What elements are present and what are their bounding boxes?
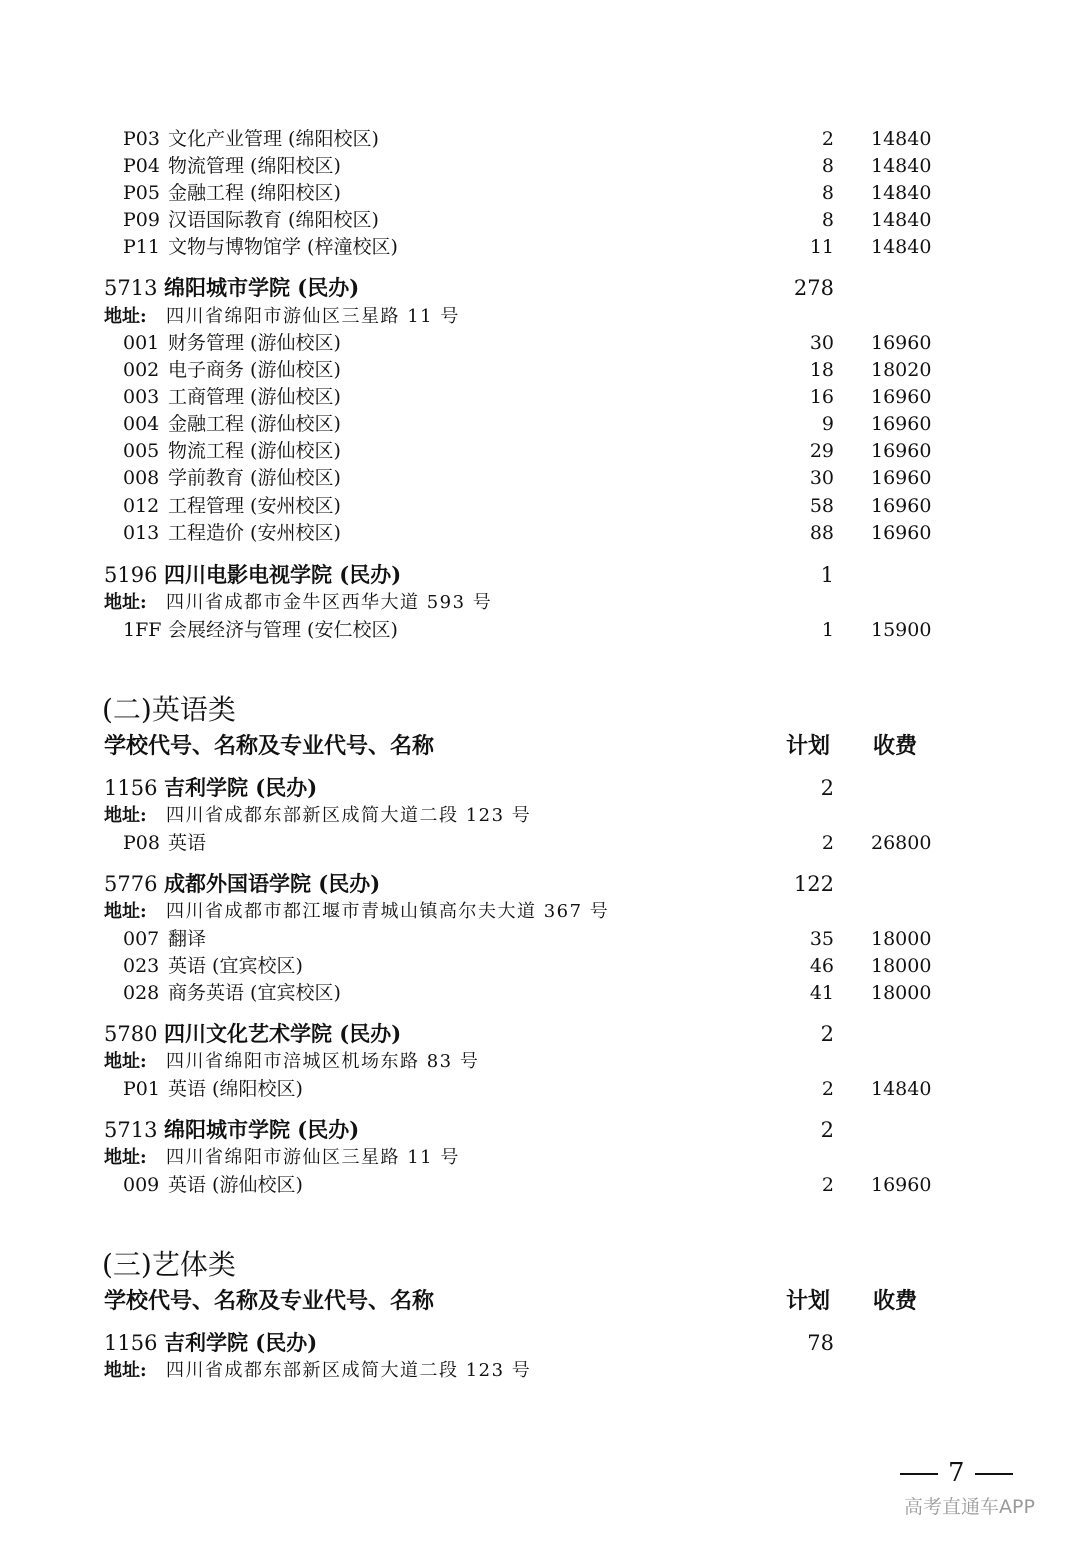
address-label: 地址: <box>104 1360 147 1381</box>
major-name: 商务英语 (宜宾校区) <box>168 982 341 1004</box>
major-code: 008 <box>123 467 160 489</box>
major-name: 英语 (宜宾校区) <box>168 955 303 977</box>
major-row <box>0 126 1080 153</box>
major-row <box>0 830 1080 857</box>
major-fee: 14840 <box>871 209 932 231</box>
major-code: P04 <box>123 155 160 177</box>
school-code: 5713 <box>104 1118 158 1142</box>
major-plan: 2 <box>821 128 834 150</box>
major-fee: 26800 <box>871 832 932 854</box>
major-name: 文物与博物馆学 (梓潼校区) <box>168 236 398 258</box>
major-plan: 8 <box>821 155 834 177</box>
school-code: 1156 <box>104 1331 158 1355</box>
school-address <box>0 1144 1080 1171</box>
address-value: 四川省绵阳市游仙区三星路 11 号 <box>166 306 460 327</box>
school-address <box>0 1357 1080 1384</box>
major-name: 电子商务 (游仙校区) <box>168 359 341 381</box>
major-code: 1FF <box>123 619 162 641</box>
major-code: 023 <box>123 955 160 977</box>
school-address <box>0 303 1080 330</box>
major-plan: 16 <box>809 386 834 408</box>
major-fee: 16960 <box>871 522 932 544</box>
page-number <box>890 1455 1023 1491</box>
school-plan: 1 <box>820 563 834 587</box>
major-plan: 29 <box>809 440 834 462</box>
school-plan: 78 <box>807 1331 834 1355</box>
school-header <box>0 559 1080 591</box>
school-plan: 122 <box>793 872 834 896</box>
major-plan: 2 <box>821 832 834 854</box>
section-title-text: (三)艺体类 <box>102 1248 236 1281</box>
major-name: 物流工程 (游仙校区) <box>168 440 341 462</box>
major-code: 012 <box>123 495 160 517</box>
major-row <box>0 438 1080 465</box>
major-fee: 18000 <box>871 928 932 950</box>
school-name: 绵阳城市学院 (民办) <box>164 1117 360 1142</box>
school-plan: 278 <box>793 276 834 300</box>
major-row <box>0 207 1080 234</box>
school-header <box>0 868 1080 900</box>
major-code: 003 <box>123 386 160 408</box>
major-code: 001 <box>123 332 160 354</box>
major-plan: 1 <box>821 619 834 641</box>
major-row <box>0 384 1080 411</box>
school-header <box>0 1114 1080 1146</box>
major-name: 英语 (游仙校区) <box>168 1174 303 1196</box>
major-plan: 11 <box>809 236 834 258</box>
major-code: P09 <box>123 209 160 231</box>
major-row <box>0 1172 1080 1199</box>
major-plan: 2 <box>821 1078 834 1100</box>
address-value: 四川省成都东部新区成简大道二段 123 号 <box>166 1360 532 1381</box>
major-row <box>0 465 1080 492</box>
major-name: 工程造价 (安州校区) <box>168 522 341 544</box>
major-code: 009 <box>123 1174 160 1196</box>
major-fee: 16960 <box>871 332 932 354</box>
major-fee: 14840 <box>871 182 932 204</box>
major-name: 汉语国际教育 (绵阳校区) <box>168 209 379 231</box>
major-code: 005 <box>123 440 160 462</box>
major-fee: 16960 <box>871 440 932 462</box>
page-number-dash-left <box>900 1473 938 1475</box>
major-code: P11 <box>123 236 160 258</box>
column-header-plan: 计划 <box>786 1288 831 1314</box>
major-row <box>0 330 1080 357</box>
school-code: 5713 <box>104 276 158 300</box>
watermark: 高考直通车APP <box>904 1496 1035 1518</box>
major-fee: 14840 <box>871 236 932 258</box>
school-header <box>0 772 1080 804</box>
address-label: 地址: <box>104 592 147 613</box>
major-code: P01 <box>123 1078 160 1100</box>
major-row <box>0 953 1080 980</box>
page-number-value: 7 <box>948 1458 965 1488</box>
section-title <box>0 690 1080 730</box>
major-name: 英语 <box>168 832 207 854</box>
major-row <box>0 411 1080 438</box>
major-name: 物流管理 (绵阳校区) <box>168 155 341 177</box>
major-fee: 16960 <box>871 495 932 517</box>
school-name: 四川电影电视学院 (民办) <box>164 562 402 587</box>
major-fee: 16960 <box>871 1174 932 1196</box>
school-header <box>0 1327 1080 1359</box>
major-fee: 18020 <box>871 359 932 381</box>
column-header-plan: 计划 <box>786 733 831 759</box>
major-row <box>0 980 1080 1007</box>
address-value: 四川省成都市都江堰市青城山镇高尔夫大道 367 号 <box>166 901 610 922</box>
column-header-name: 学校代号、名称及专业代号、名称 <box>104 1288 435 1314</box>
school-address <box>0 1048 1080 1075</box>
address-label: 地址: <box>104 1147 147 1168</box>
school-code: 1156 <box>104 776 158 800</box>
address-label: 地址: <box>104 805 147 826</box>
school-code: 5196 <box>104 563 158 587</box>
major-code: 013 <box>123 522 160 544</box>
major-fee: 16960 <box>871 386 932 408</box>
major-row <box>0 180 1080 207</box>
major-fee: 16960 <box>871 413 932 435</box>
page-number-dash-right <box>975 1473 1013 1475</box>
major-name: 英语 (绵阳校区) <box>168 1078 303 1100</box>
major-plan: 8 <box>821 182 834 204</box>
major-row <box>0 234 1080 261</box>
major-name: 工程管理 (安州校区) <box>168 495 341 517</box>
major-plan: 2 <box>821 1174 834 1196</box>
school-plan: 2 <box>820 1118 834 1142</box>
major-name: 金融工程 (绵阳校区) <box>168 182 341 204</box>
major-row <box>0 1076 1080 1103</box>
school-code: 5776 <box>104 872 158 896</box>
school-address <box>0 589 1080 616</box>
major-name: 会展经济与管理 (安仁校区) <box>168 619 398 641</box>
column-header <box>0 730 1080 762</box>
major-fee: 15900 <box>871 619 932 641</box>
major-plan: 88 <box>809 522 834 544</box>
school-address <box>0 802 1080 829</box>
major-plan: 35 <box>809 928 834 950</box>
school-name: 四川文化艺术学院 (民办) <box>164 1021 402 1046</box>
major-code: 028 <box>123 982 160 1004</box>
school-address <box>0 898 1080 925</box>
major-fee: 14840 <box>871 128 932 150</box>
column-header-fee: 收费 <box>873 733 918 759</box>
school-name: 吉利学院 (民办) <box>164 1330 318 1355</box>
major-plan: 41 <box>809 982 834 1004</box>
major-name: 工商管理 (游仙校区) <box>168 386 341 408</box>
major-row <box>0 926 1080 953</box>
major-plan: 18 <box>809 359 834 381</box>
major-name: 财务管理 (游仙校区) <box>168 332 341 354</box>
address-label: 地址: <box>104 901 147 922</box>
address-value: 四川省成都东部新区成简大道二段 123 号 <box>166 805 532 826</box>
major-fee: 18000 <box>871 955 932 977</box>
major-code: 007 <box>123 928 160 950</box>
column-header-name: 学校代号、名称及专业代号、名称 <box>104 733 435 759</box>
major-plan: 9 <box>821 413 834 435</box>
major-fee: 14840 <box>871 1078 932 1100</box>
major-code: 002 <box>123 359 160 381</box>
address-value: 四川省绵阳市涪城区机场东路 83 号 <box>166 1051 480 1072</box>
major-code: 004 <box>123 413 160 435</box>
major-plan: 46 <box>809 955 834 977</box>
school-plan: 2 <box>820 1022 834 1046</box>
school-name: 绵阳城市学院 (民办) <box>164 275 360 300</box>
school-name: 吉利学院 (民办) <box>164 775 318 800</box>
address-label: 地址: <box>104 1051 147 1072</box>
column-header <box>0 1285 1080 1317</box>
major-row <box>0 153 1080 180</box>
major-code: P05 <box>123 182 160 204</box>
major-plan: 30 <box>809 467 834 489</box>
school-name: 成都外国语学院 (民办) <box>164 871 381 896</box>
section-title-text: (二)英语类 <box>102 693 236 726</box>
address-value: 四川省成都市金牛区西华大道 593 号 <box>166 592 493 613</box>
address-value: 四川省绵阳市游仙区三星路 11 号 <box>166 1147 460 1168</box>
school-plan: 2 <box>820 776 834 800</box>
major-fee: 18000 <box>871 982 932 1004</box>
major-name: 金融工程 (游仙校区) <box>168 413 341 435</box>
school-header <box>0 272 1080 304</box>
column-header-fee: 收费 <box>873 1288 918 1314</box>
major-name: 翻译 <box>168 928 207 950</box>
major-plan: 30 <box>809 332 834 354</box>
school-code: 5780 <box>104 1022 158 1046</box>
major-plan: 58 <box>809 495 834 517</box>
major-row <box>0 493 1080 520</box>
major-name: 学前教育 (游仙校区) <box>168 467 341 489</box>
section-title <box>0 1245 1080 1285</box>
major-row <box>0 520 1080 547</box>
major-row <box>0 357 1080 384</box>
major-code: P08 <box>123 832 160 854</box>
school-header <box>0 1018 1080 1050</box>
major-row <box>0 617 1080 644</box>
major-fee: 16960 <box>871 467 932 489</box>
address-label: 地址: <box>104 306 147 327</box>
major-plan: 8 <box>821 209 834 231</box>
major-code: P03 <box>123 128 160 150</box>
major-name: 文化产业管理 (绵阳校区) <box>168 128 379 150</box>
major-fee: 14840 <box>871 155 932 177</box>
